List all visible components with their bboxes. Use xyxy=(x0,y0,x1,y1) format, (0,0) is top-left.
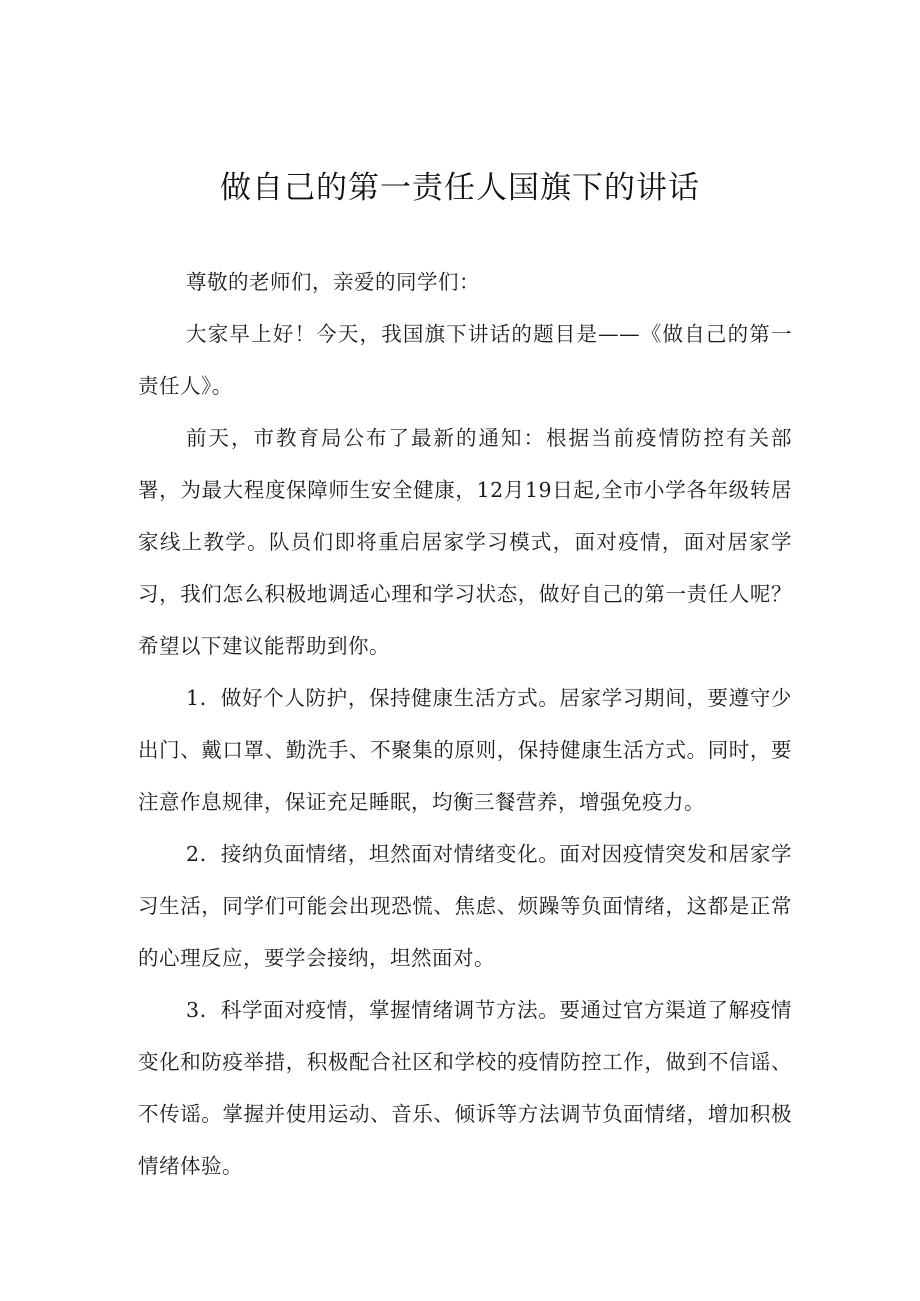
document-body xyxy=(138,256,792,1192)
intro-paragraph: 前天，市教育局公布了最新的通知：根据当前疫情防控有关部署，为最大程度保障师生安全健康，12月19日起,全市小学各年级转居家线上教学。队员们即将重启居家学习模式，面对疫情，面对居家学习，我们怎么积极地调适心理和学习状态，做好自己的第一责任人呢？希望以下建议能帮助到你。 xyxy=(138,426,792,658)
point-1-paragraph: 1．做好个人防护，保持健康生活方式。居家学习期间，要遵守少出门、戴口罩、勤洗手、不聚集的原则，保持健康生活方式。同时，要注意作息规律，保证充足睡眠，均衡三餐营养，增强免疫力。 xyxy=(138,686,792,814)
point-2-paragraph: 2．接纳负面情绪，坦然面对情绪变化。面对因疫情突发和居家学习生活，同学们可能会出现恐慌、焦虑、烦躁等负面情绪，这都是正常的心理反应，要学会接纳，坦然面对。 xyxy=(138,842,792,970)
point-3-paragraph: 3．科学面对疫情，掌握情绪调节方法。要通过官方渠道了解疫情变化和防疫举措，积极配合社区和学校的疫情防控工作，做到不信谣、不传谣。掌握并使用运动、音乐、倾诉等方法调节负面情绪，增加积极情绪体验。 xyxy=(138,998,792,1178)
greeting-paragraph: 大家早上好！今天，我国旗下讲话的题目是——《做自己的第一责任人》。 xyxy=(138,322,792,398)
document-title: 做自己的第一责任人国旗下的讲话 xyxy=(220,170,700,206)
salutation-paragraph: 尊敬的老师们，亲爱的同学们： xyxy=(186,270,480,294)
